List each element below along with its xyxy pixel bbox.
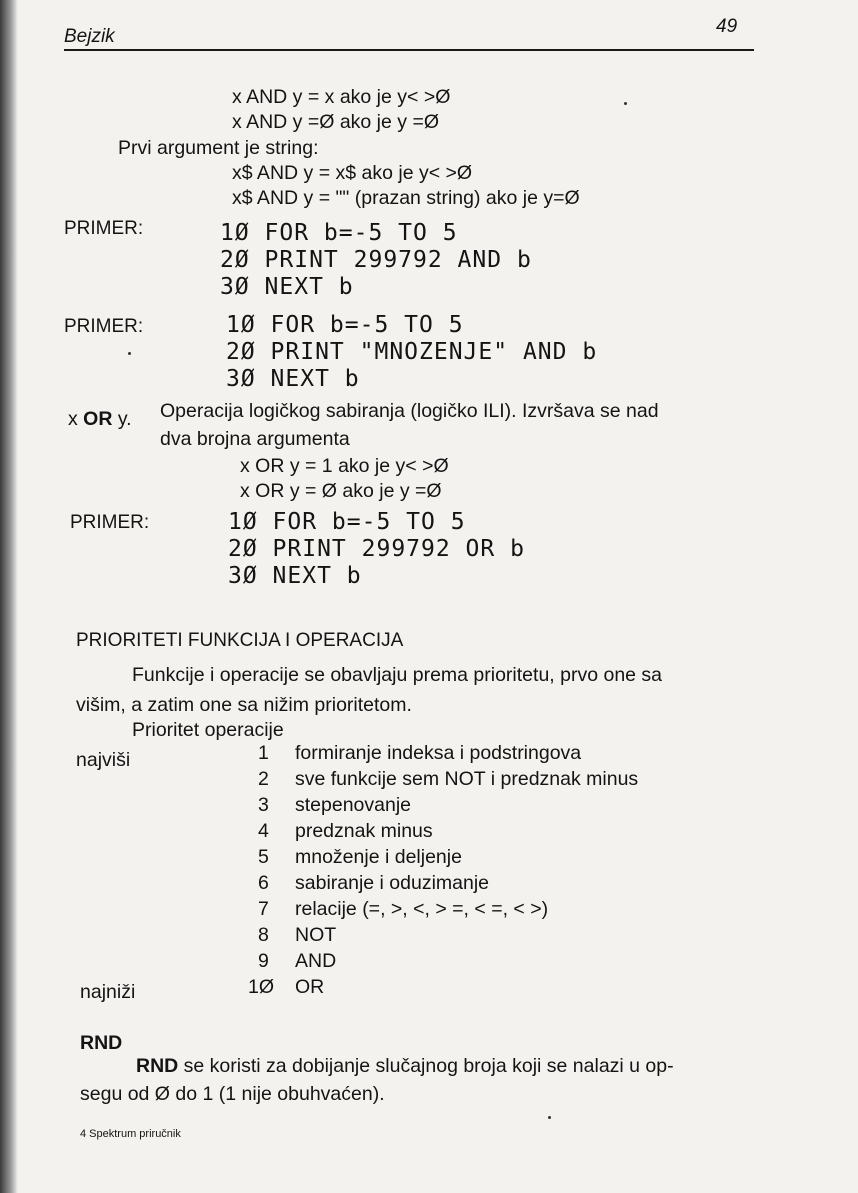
priority-item-text: sabiranje i oduzimanje (295, 872, 490, 894)
priority-item-number: 7 (258, 898, 269, 920)
example-3-label: PRIMER: (70, 512, 150, 533)
or-description-line-2: dva brojna argumenta (160, 428, 350, 450)
or-rule-2: x OR y = Ø ako je y =Ø (240, 480, 442, 502)
header-rule (64, 49, 754, 51)
priority-item-text: AND (295, 950, 337, 972)
priority-item-text: predznak minus (295, 820, 433, 842)
priority-lowest-label: najniži (80, 981, 136, 1003)
priority-item-text: OR (295, 976, 325, 998)
priority-item-text: relacije (=, >, <, > =, < =, < >) (295, 898, 549, 920)
example-1-line-2: 2Ø PRINT 299792 AND b (220, 247, 532, 273)
rnd-line-1-text: se koristi za dobijanje slučajnog broja koji se nalazi u op- (183, 1055, 674, 1077)
example-2-label: PRIMER: (64, 316, 144, 337)
example-3-line-1: 1Ø FOR b=-5 TO 5 (228, 509, 466, 535)
example-1-label: PRIMER: (64, 218, 144, 239)
priority-item-number: 2 (258, 768, 269, 790)
priority-item-text: formiranje indeksa i podstringova (295, 742, 582, 764)
example-3-line-2: 2Ø PRINT 299792 OR b (228, 536, 525, 562)
string-argument-intro: Prvi argument je string: (118, 137, 319, 159)
priority-item-number: 1Ø (248, 976, 275, 998)
or-keyword: OR (83, 408, 113, 430)
priority-item-number: 3 (258, 794, 269, 816)
or-description-line-1: Operacija logičkog sabiranja (logičko ILI). Izvršava se nad (160, 400, 659, 422)
priority-item-text: NOT (295, 924, 337, 946)
example-2-line-1: 1Ø FOR b=-5 TO 5 (226, 312, 464, 338)
priority-heading: PRIORITETI FUNKCIJA I OPERACIJA (76, 630, 404, 651)
and-rule-3: x$ AND y = x$ ako je y< >Ø (232, 162, 473, 184)
priority-item-number: 1 (258, 742, 269, 764)
or-prefix: x (68, 408, 78, 430)
running-header-title: Bejzik (64, 26, 115, 47)
and-rule-4: x$ AND y = "" (prazan string) ako je y=Ø (232, 187, 580, 209)
priority-item-number: 5 (258, 846, 269, 868)
or-suffix: y. (117, 408, 132, 430)
example-1-line-3: 3Ø NEXT b (220, 274, 354, 300)
priority-item-number: 9 (258, 950, 269, 972)
priority-paragraph-line-2: višim, a zatim one sa nižim prioritetom. (76, 694, 412, 716)
or-term (68, 408, 132, 431)
rnd-paragraph-line-2: segu od Ø do 1 (1 nije obuhvaćen). (80, 1083, 385, 1105)
scan-speck (128, 352, 131, 355)
example-2-line-2: 2Ø PRINT "MNOZENJE" AND b (226, 339, 598, 365)
priority-item-number: 6 (258, 872, 269, 894)
priority-item-number: 4 (258, 820, 269, 842)
page-number: 49 (716, 16, 738, 37)
scan-speck (624, 102, 627, 105)
example-3-line-3: 3Ø NEXT b (228, 563, 362, 589)
rnd-keyword: RND (136, 1055, 179, 1077)
priority-item-text: množenje i deljenje (295, 846, 462, 868)
or-rule-1: x OR y = 1 ako je y< >Ø (240, 455, 449, 477)
priority-highest-label: najviši (76, 749, 131, 771)
scan-speck (548, 1116, 551, 1119)
priority-item-number: 8 (258, 924, 269, 946)
priority-subheading: Prioritet operacije (132, 719, 284, 741)
example-1-line-1: 1Ø FOR b=-5 TO 5 (220, 220, 458, 246)
page-footer: 4 Spektrum priručnik (80, 1128, 181, 1140)
rnd-paragraph-line-1 (136, 1055, 674, 1078)
priority-item-text: sve funkcije sem NOT i predznak minus (295, 768, 639, 790)
priority-paragraph-line-1: Funkcije i operacije se obavljaju prema prioritetu, prvo one sa (132, 664, 663, 686)
rnd-heading: RND (80, 1032, 123, 1054)
priority-item-text: stepenovanje (295, 794, 412, 816)
example-2-line-3: 3Ø NEXT b (226, 366, 360, 392)
and-rule-1: x AND y = x ako je y< >Ø (232, 86, 451, 108)
page-binding-shadow (0, 0, 18, 1193)
and-rule-2: x AND y =Ø ako je y =Ø (232, 111, 439, 133)
